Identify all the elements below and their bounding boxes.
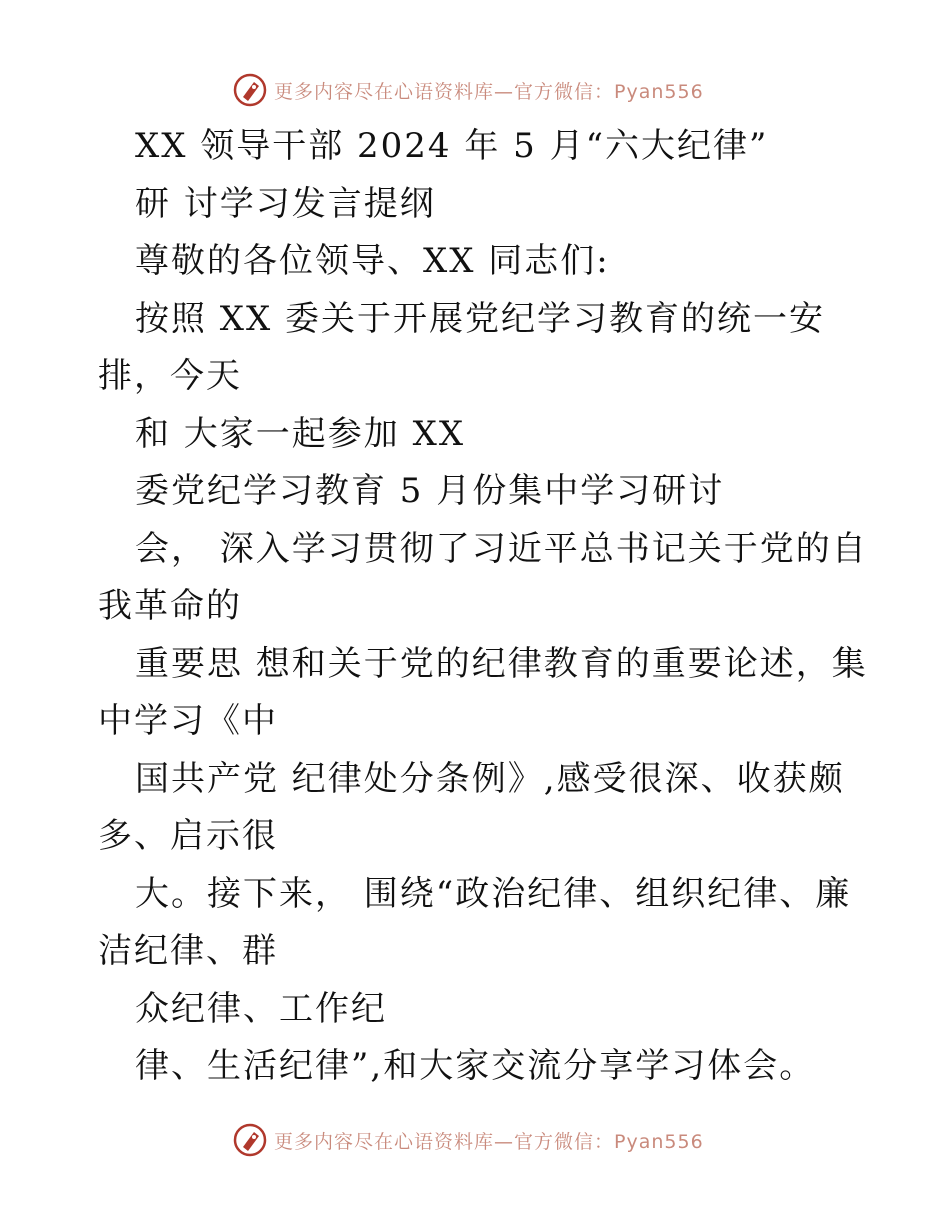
text-line: 多、启示很: [98, 816, 278, 856]
pen-nib-logo-icon: [232, 1122, 268, 1158]
text-line: 众纪律、工作纪: [135, 988, 387, 1029]
watermark-text: 更多内容尽在心语资料库—官方微信：Pyan556: [274, 1130, 704, 1153]
text-line: 律、生活纪律”,和大家交流分享学习体会。: [135, 1046, 816, 1086]
text-line: 会， 深入学习贯彻了习近平总书记关于党的自: [135, 528, 868, 569]
text-line: 重要思 想和关于党的纪律教育的重要论述，集: [135, 643, 868, 684]
text-line: 委党纪学习教育 5 月份集中学习研讨: [135, 471, 725, 511]
text-line: 我革命的: [98, 586, 242, 626]
watermark-text: 更多内容尽在心语资料库—官方微信：Pyan556: [274, 80, 704, 103]
text-line: 洁纪律、群: [98, 931, 278, 971]
text-line: 大。接下来， 围绕“政治纪律、组织纪律、廉: [135, 873, 852, 914]
text-line: 研 讨学习发言提纲: [135, 183, 436, 224]
text-line: 尊敬的各位领导、XX 同志们:: [135, 241, 610, 281]
text-line: 中学习《中: [98, 701, 278, 741]
text-line: 和 大家一起参加 XX: [135, 413, 466, 454]
watermark-banner-bottom: [232, 1120, 704, 1160]
text-line: 按照 XX 委关于开展党纪学习教育的统一安: [135, 298, 826, 339]
text-line: 排，今天: [98, 356, 242, 396]
pen-nib-logo-icon: [232, 72, 268, 108]
text-line: XX 领导干部 2024 年 5 月“六大纪律”: [135, 126, 769, 166]
text-line: 国共产党 纪律处分条例》,感受很深、收获颇: [135, 758, 845, 799]
watermark-banner-top: [232, 70, 704, 110]
